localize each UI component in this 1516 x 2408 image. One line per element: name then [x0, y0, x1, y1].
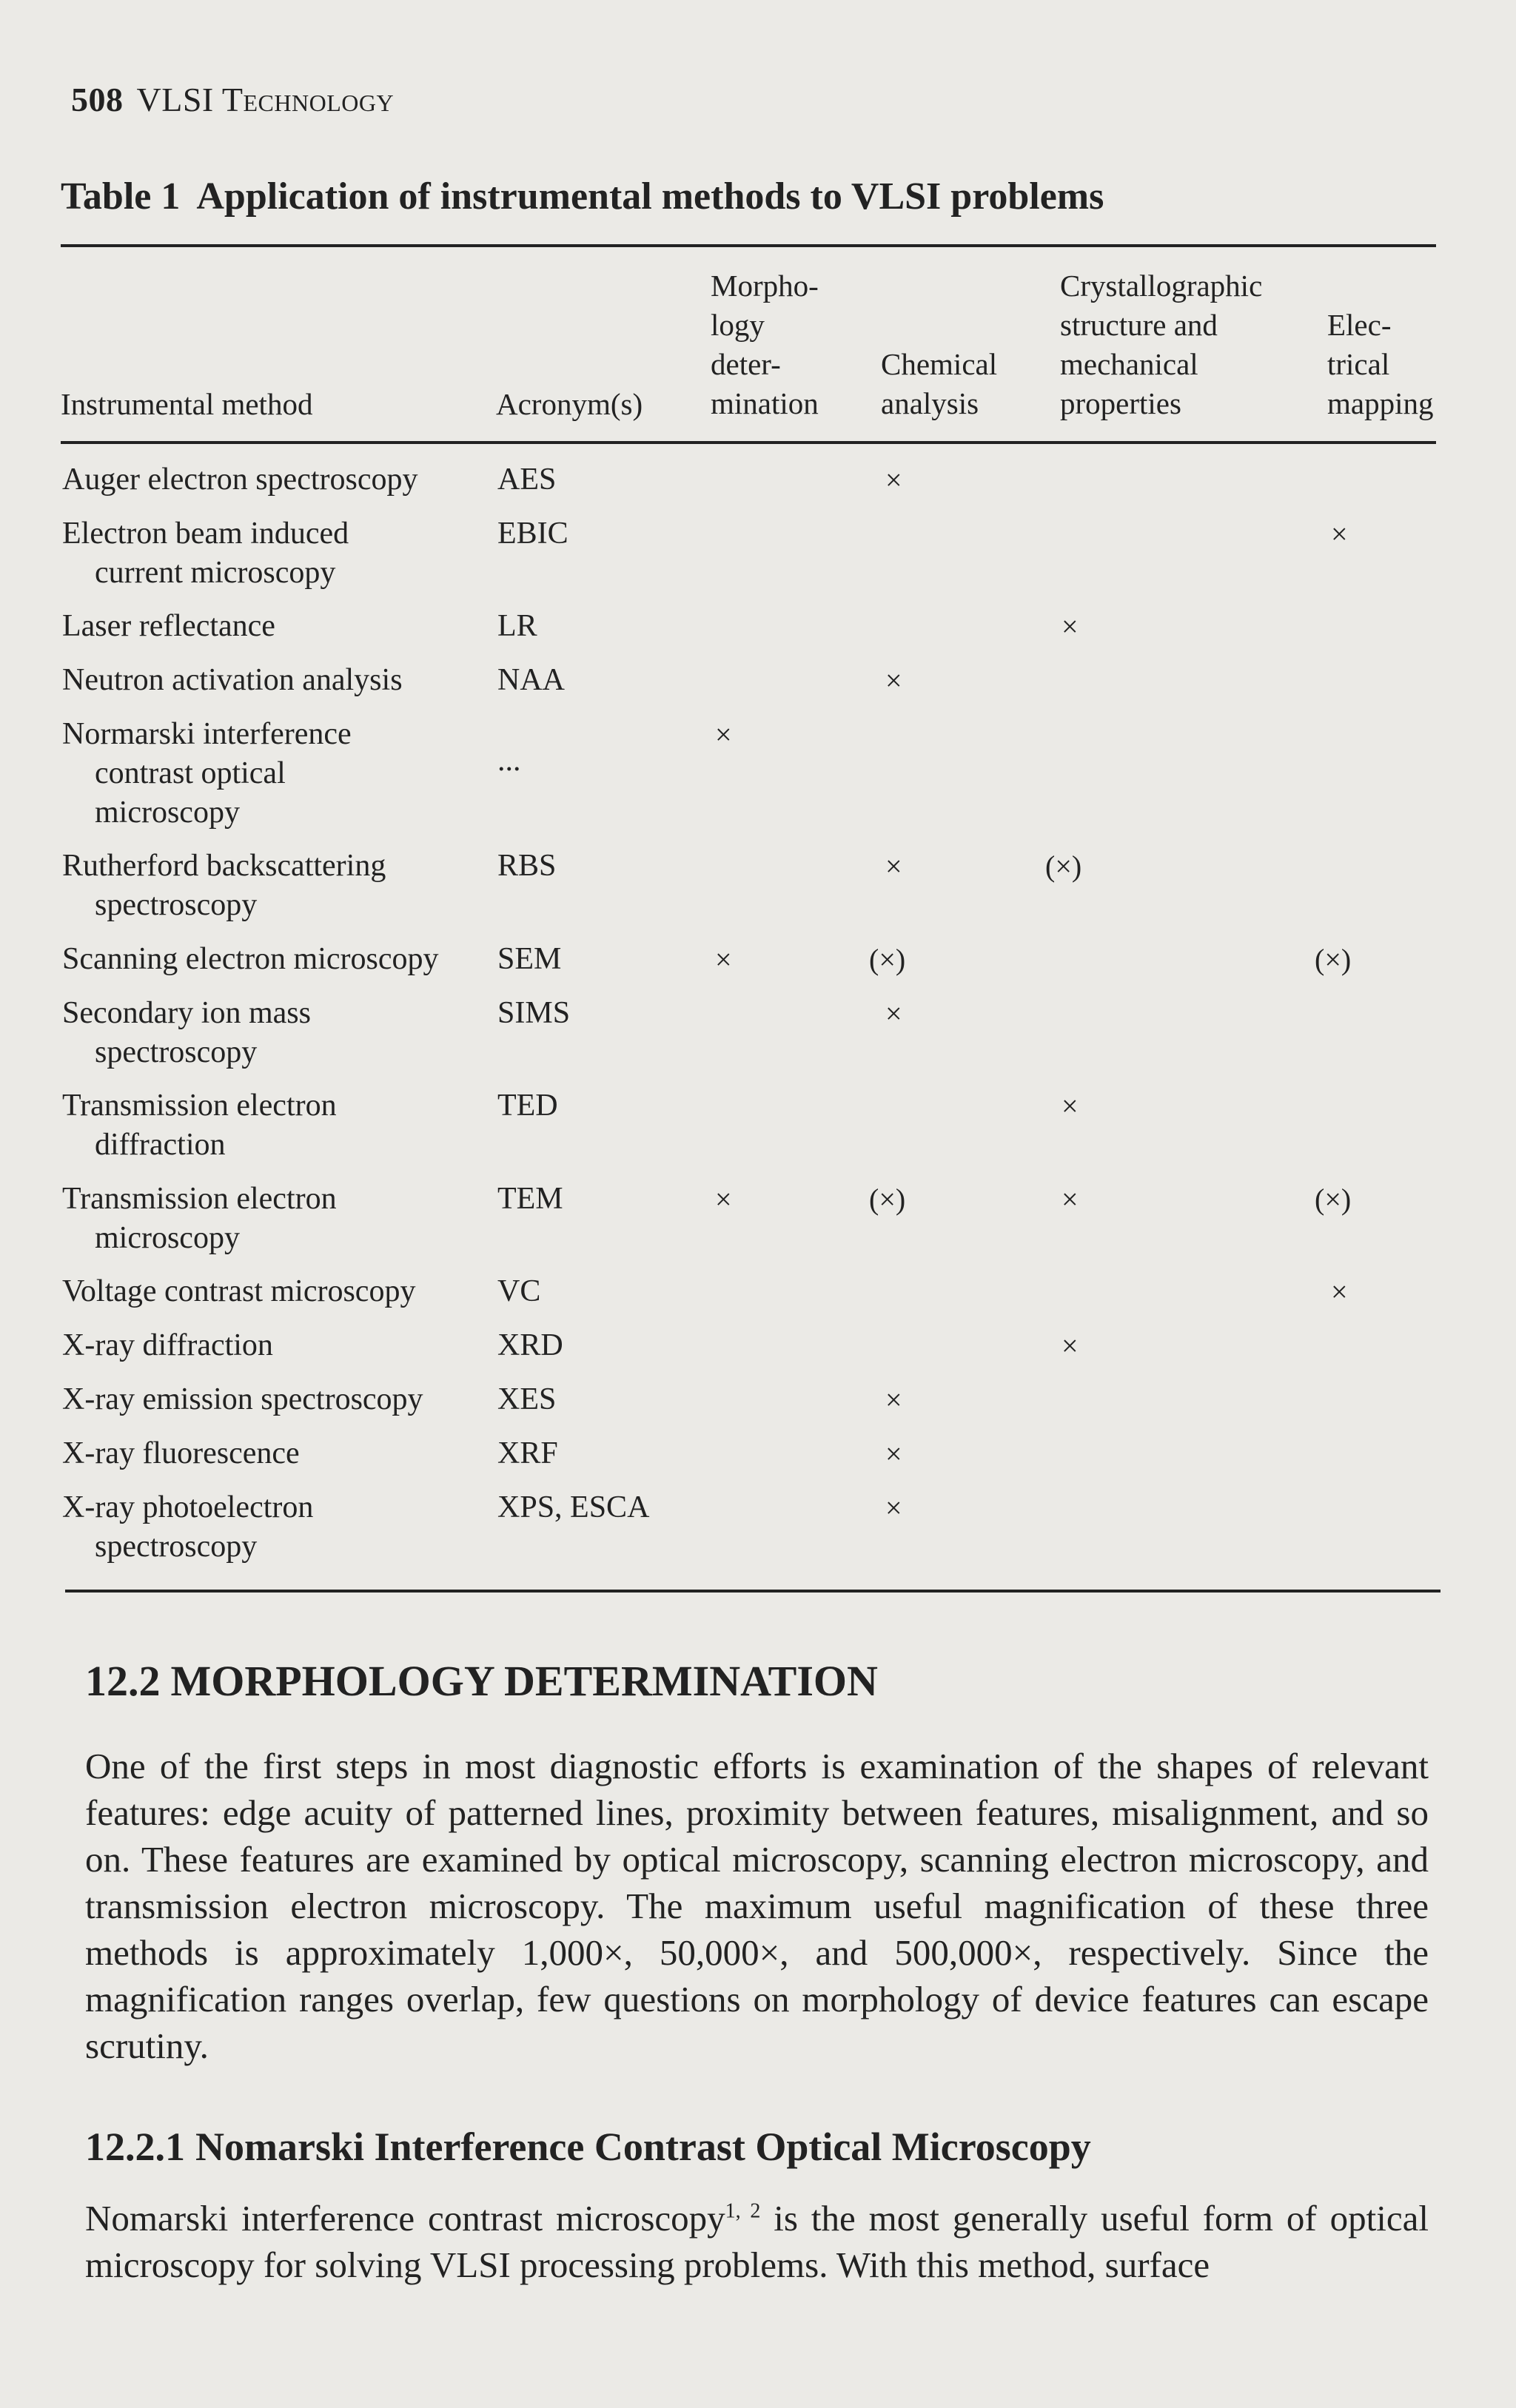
table-cell-method: [62, 1380, 423, 1419]
table-cell-acronym: XRF: [497, 1436, 558, 1470]
table-cell-chem-mark: ×: [885, 664, 902, 697]
table-cell-morph-mark: ×: [715, 943, 732, 976]
table-cell-method: [62, 514, 349, 593]
header-electrical-line: trical: [1327, 347, 1390, 381]
header-crystallographic: [1060, 266, 1262, 423]
table-cell-acronym: XPS, ESCA: [497, 1490, 650, 1524]
table-cell-acronym: ...: [497, 744, 521, 778]
section-paragraph: One of the first steps in most diagnostic efforts is examination of the shapes of relevant features: edge acuity of patterned lines, proximity between features, misalignment, and so on. These features are examined by optical microscopy, scanning electron microscopy, and transmission electron microscopy. The maximum useful magnification of these three methods is approximately 1,000×, 50,000×, and 500,000×, respectively. Since the magnification ranges overlap, few questions on morphology of device features can escape scrutiny.: [85, 1746, 1429, 2066]
table-cell-method: [62, 1180, 337, 1258]
table-cell-acronym: LR: [497, 609, 537, 643]
table-cell-morph-mark: ×: [715, 718, 732, 751]
paragraph-text-continued: is the most generally useful form of optical microscopy for solving VLSI processing problems. With this method, surface: [85, 2198, 1429, 2285]
subsection-number: 12.2.1: [85, 2125, 185, 2169]
table-cell-method: [62, 607, 275, 646]
header-morphology-line: logy: [711, 308, 765, 342]
running-head-title: VLSI Technology: [136, 81, 395, 118]
method-line: X-ray diffraction: [62, 1328, 273, 1362]
table-label: Table 1: [61, 175, 181, 218]
method-line: Auger electron spectroscopy: [62, 463, 418, 497]
header-electrical: [1327, 306, 1433, 423]
header-morphology: [711, 266, 819, 423]
method-line: Neutron activation analysis: [62, 663, 403, 697]
table-cell-method: [62, 1434, 300, 1473]
table-cell-method: [62, 1488, 313, 1567]
subsection-title: Nomarski Interference Contrast Optical Microscopy: [195, 2125, 1091, 2169]
subsection-paragraph: [85, 2195, 1429, 2288]
table-cell-morph-mark: ×: [715, 1183, 732, 1216]
table-cell-acronym: EBIC: [497, 517, 568, 551]
method-line: Secondary ion mass: [62, 996, 311, 1030]
header-electrical-line: mapping: [1327, 386, 1434, 420]
table-cell-method: [62, 940, 439, 979]
table-cell-method: [62, 661, 403, 700]
header-crystallographic-line: structure and: [1060, 308, 1218, 342]
table-caption: [61, 175, 1104, 218]
table-cell-chem-mark: ×: [885, 1437, 902, 1470]
table-cell-acronym: NAA: [497, 663, 565, 697]
table-cell-acronym: TEM: [497, 1182, 563, 1216]
table-cell-acronym: XRD: [497, 1328, 563, 1362]
header-crystallographic-line: Crystallographic: [1060, 269, 1263, 303]
table-cell-cryst-mark: ×: [1061, 610, 1079, 643]
method-line: current microscopy: [95, 556, 336, 590]
table-cell-cryst-mark: ×: [1061, 1089, 1079, 1123]
table-cell-chem-mark: (×): [869, 1183, 906, 1216]
table-cell-cryst-mark: ×: [1061, 1183, 1079, 1216]
reference-superscript: 1, 2: [725, 2199, 761, 2223]
header-crystallographic-line: properties: [1060, 386, 1181, 420]
paragraph-text: Nomarski interference contrast microscopy: [85, 2198, 725, 2239]
header-chemical-line: analysis: [881, 386, 979, 420]
table-cell-acronym: SIMS: [497, 996, 571, 1030]
method-line: spectroscopy: [95, 1035, 258, 1069]
method-line: microscopy: [95, 796, 240, 830]
section-title: MORPHOLOGY DETERMINATION: [170, 1657, 878, 1705]
table-cell-chem-mark: ×: [885, 850, 902, 883]
table-cell-chem-mark: ×: [885, 997, 902, 1030]
method-line: Scanning electron microscopy: [62, 942, 439, 976]
header-crystallographic-line: mechanical: [1060, 347, 1198, 381]
table-header-rule: [61, 441, 1436, 444]
table-cell-chem-mark: ×: [885, 1491, 902, 1524]
header-morphology-line: Morpho-: [711, 269, 819, 303]
table-cell-method: [62, 1326, 273, 1365]
method-line: contrast optical: [95, 756, 286, 790]
header-method: Instrumental method: [61, 387, 313, 421]
table-cell-method: [62, 994, 311, 1072]
header-chemical-line: Chemical: [881, 347, 998, 381]
table-cell-elec-mark: (×): [1315, 1183, 1352, 1216]
running-head: [71, 80, 394, 119]
table-bottom-rule: [65, 1590, 1440, 1593]
table-cell-elec-mark: (×): [1315, 943, 1352, 976]
method-line: spectroscopy: [95, 1530, 258, 1564]
table-cell-method: [62, 1272, 415, 1311]
table-cell-elec-mark: ×: [1331, 1275, 1348, 1308]
table-cell-method: [62, 1086, 337, 1165]
method-line: Voltage contrast microscopy: [62, 1274, 416, 1308]
header-electrical-line: Elec-: [1327, 308, 1392, 342]
method-line: Normarski interference: [62, 717, 352, 751]
table-cell-acronym: SEM: [497, 942, 562, 976]
method-line: Laser reflectance: [62, 609, 275, 643]
method-line: X-ray fluorescence: [62, 1436, 300, 1470]
table-cell-method: [62, 460, 417, 500]
table-cell-acronym: TED: [497, 1089, 558, 1123]
method-line: Transmission electron: [62, 1089, 337, 1123]
header-morphology-line: deter-: [711, 347, 781, 381]
table-top-rule: [61, 244, 1436, 247]
page-number: 508: [71, 81, 124, 118]
table-cell-chem-mark: ×: [885, 463, 902, 497]
table-cell-cryst-mark: ×: [1061, 1329, 1079, 1362]
table-cell-elec-mark: ×: [1331, 517, 1348, 551]
method-line: Transmission electron: [62, 1182, 337, 1216]
method-line: X-ray emission spectroscopy: [62, 1382, 423, 1416]
table-cell-acronym: RBS: [497, 849, 557, 883]
table-cell-method: [62, 715, 352, 833]
method-line: Electron beam induced: [62, 517, 349, 551]
table-cell-chem-mark: ×: [885, 1383, 902, 1416]
subsection-heading: [85, 2124, 1091, 2170]
table-cell-acronym: XES: [497, 1382, 557, 1416]
method-line: spectroscopy: [95, 888, 258, 922]
table-cell-cryst-mark: (×): [1045, 850, 1082, 883]
header-morphology-line: mination: [711, 386, 819, 420]
method-line: Rutherford backscattering: [62, 849, 386, 883]
table-cell-method: [62, 847, 386, 925]
section-heading: [85, 1656, 878, 1706]
header-chemical: [881, 345, 997, 423]
section-number: 12.2: [85, 1657, 161, 1705]
table-cell-acronym: AES: [497, 463, 557, 497]
method-line: X-ray photoelectron: [62, 1490, 314, 1524]
table-cell-chem-mark: (×): [869, 943, 906, 976]
table-title: Application of instrumental methods to VLSI problems: [196, 175, 1104, 218]
method-line: diffraction: [95, 1128, 226, 1162]
header-acronym: Acronym(s): [496, 387, 643, 421]
method-line: microscopy: [95, 1221, 240, 1255]
table-cell-acronym: VC: [497, 1274, 541, 1308]
